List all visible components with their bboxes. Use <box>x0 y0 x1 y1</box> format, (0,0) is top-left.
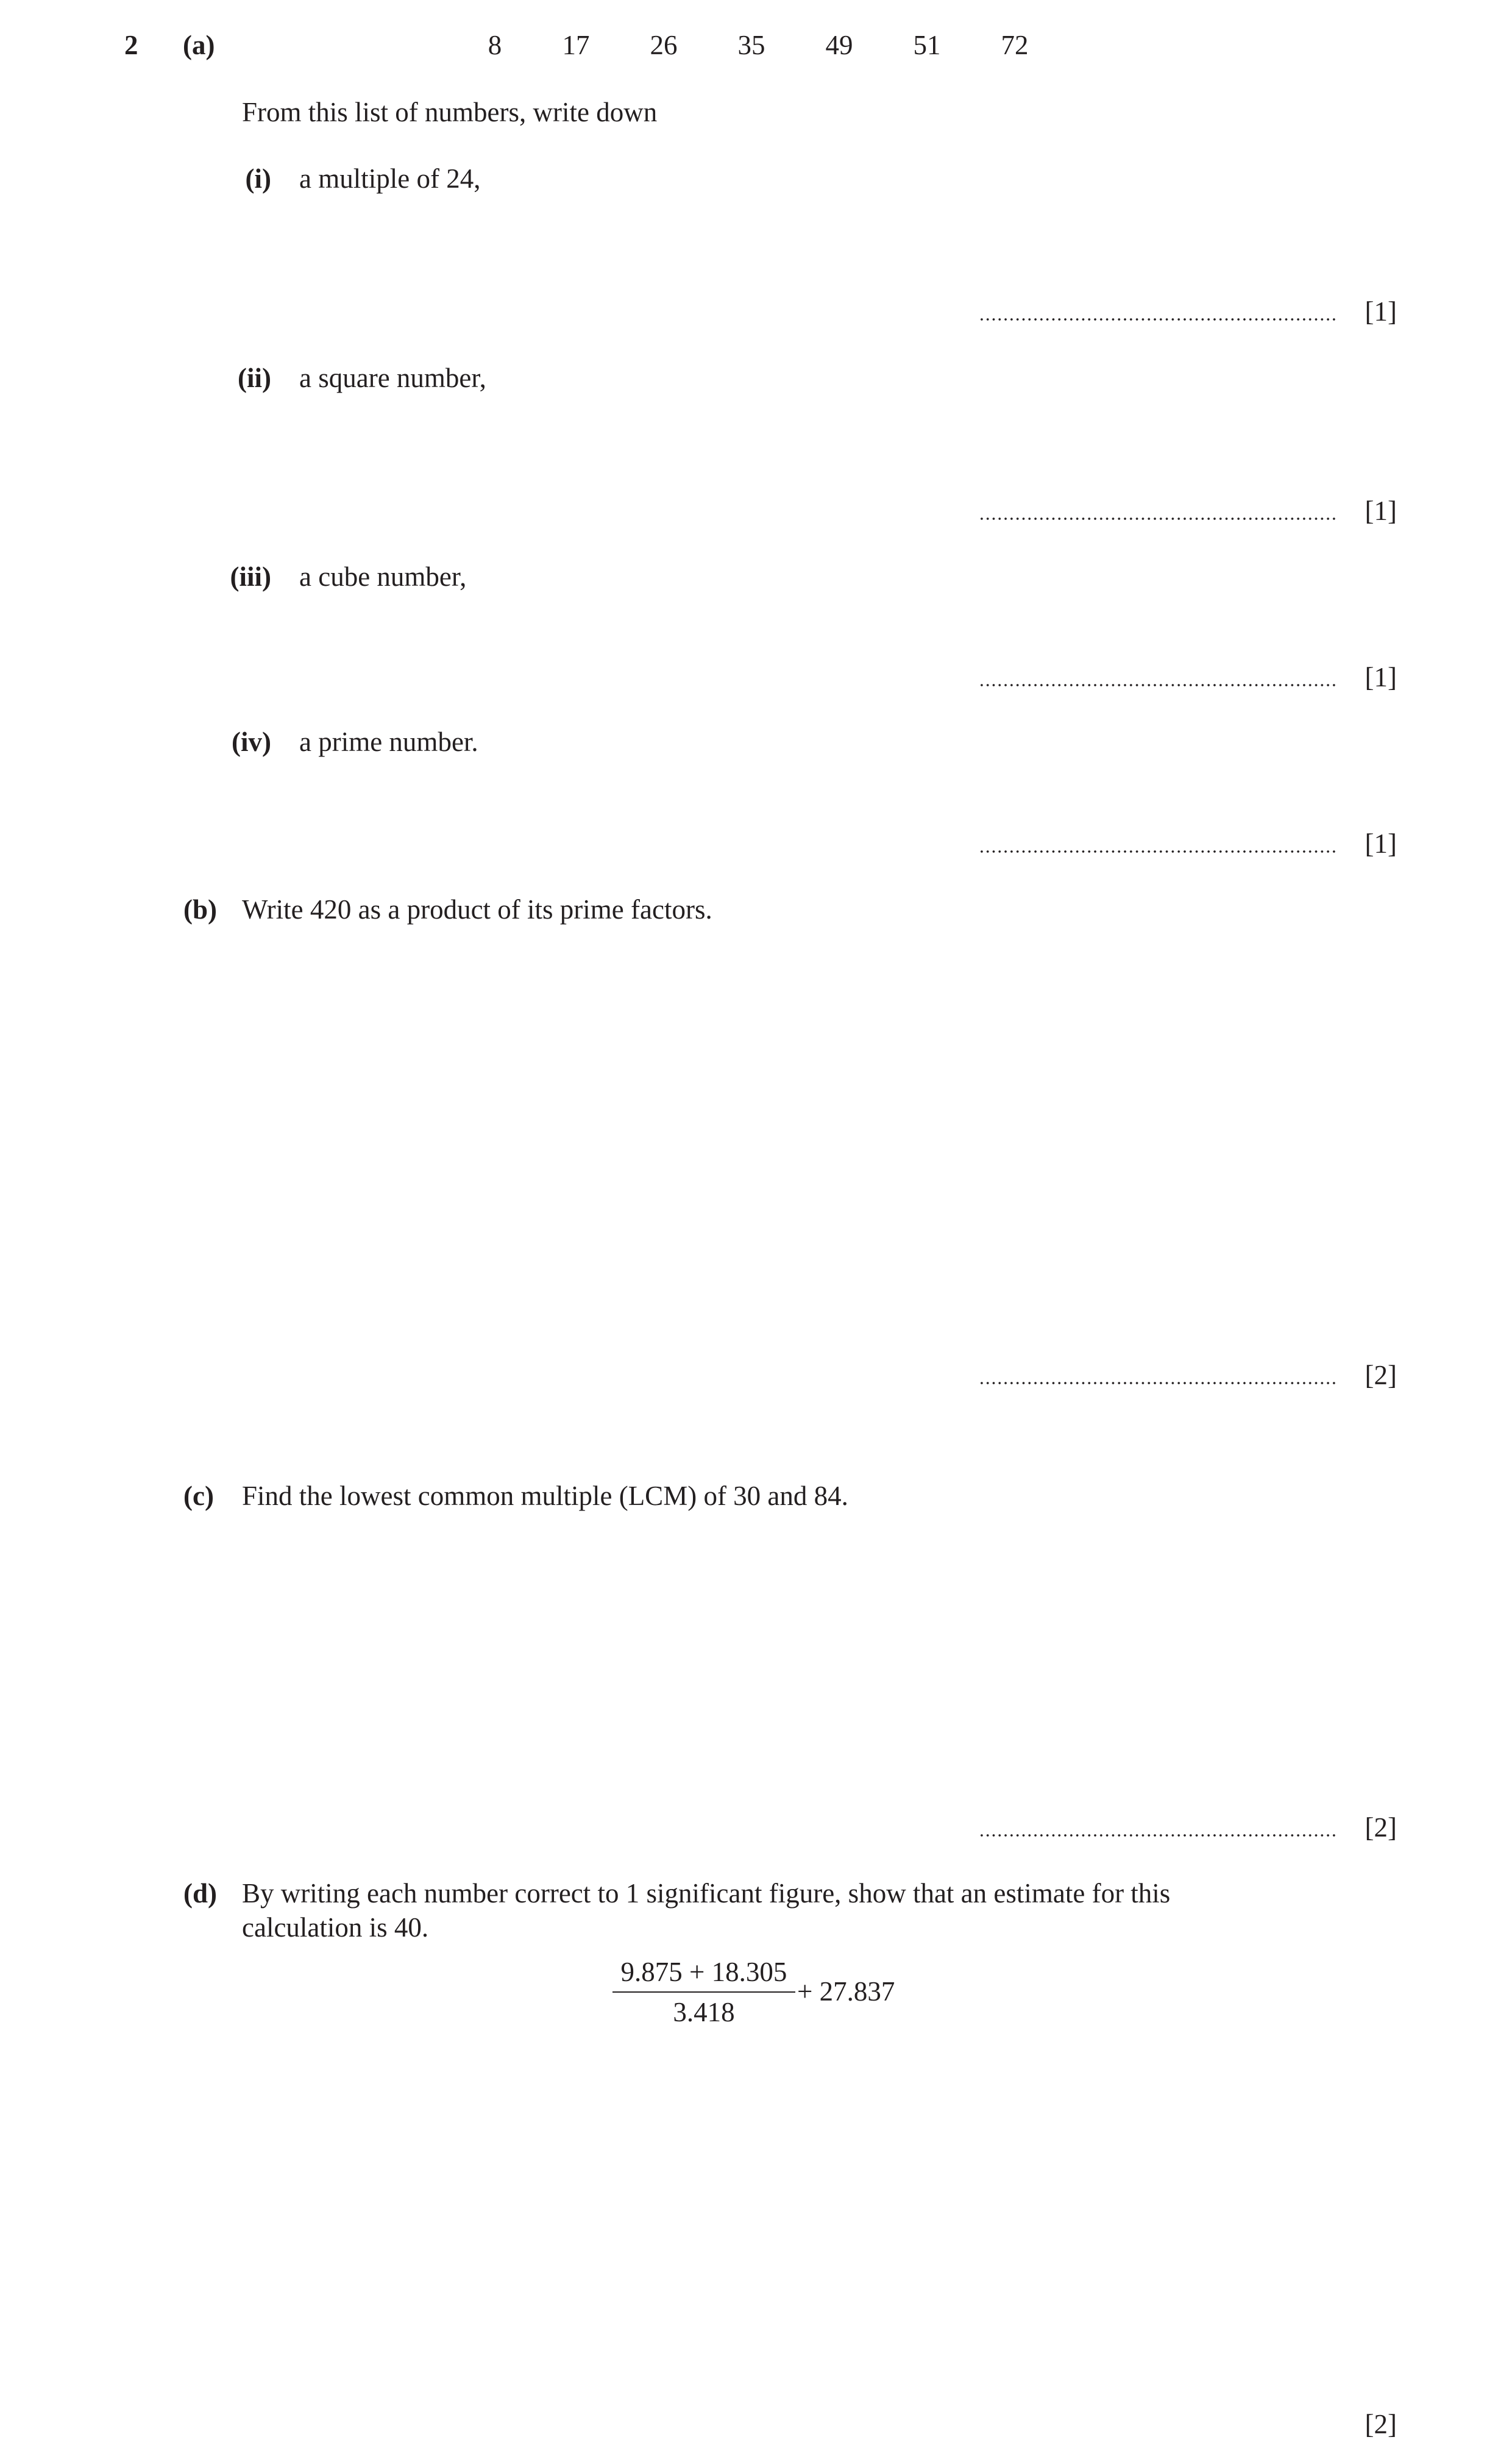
marks-iii: [1] <box>1365 662 1397 692</box>
subpart-text-iii: a cube number, <box>299 561 467 592</box>
answer-line-ii[interactable] <box>979 517 1337 521</box>
marks-iv: [1] <box>1365 828 1397 859</box>
subpart-text-ii: a square number, <box>299 363 486 393</box>
list-number: 8 <box>488 30 502 60</box>
marks-b: [2] <box>1365 1360 1397 1390</box>
subpart-label-iii: (iii) <box>230 561 271 592</box>
part-a-label: (a) <box>183 30 215 60</box>
part-b-text: Write 420 as a product of its prime factors. <box>242 894 712 925</box>
answer-line-iii[interactable] <box>979 683 1337 687</box>
part-d-text-line2: calculation is 40. <box>242 1912 429 1943</box>
subpart-text-i: a multiple of 24, <box>299 163 481 194</box>
marks-d: [2] <box>1365 2409 1397 2439</box>
marks-ii: [1] <box>1365 496 1397 526</box>
part-c-text: Find the lowest common multiple (LCM) of 30 and 84. <box>242 1481 848 1511</box>
subpart-label-i: (i) <box>245 163 271 194</box>
part-b-label: (b) <box>183 894 217 925</box>
list-number: 49 <box>825 30 853 60</box>
expression-fraction <box>612 1959 795 2026</box>
list-number: 17 <box>562 30 590 60</box>
marks-i: [1] <box>1365 296 1397 327</box>
part-d-label: (d) <box>183 1878 217 1909</box>
list-number: 51 <box>913 30 941 60</box>
question-number: 2 <box>124 30 138 60</box>
expression-addend: + 27.837 <box>797 1976 895 2007</box>
answer-line-i[interactable] <box>979 318 1337 321</box>
fraction-numerator: 9.875 + 18.305 <box>620 1957 787 1987</box>
subpart-label-ii: (ii) <box>238 363 271 393</box>
part-a-stem: From this list of numbers, write down <box>242 97 658 127</box>
part-d-text-line1: By writing each number correct to 1 significant figure, show that an estimate for this <box>242 1878 1171 1909</box>
answer-line-b[interactable] <box>979 1381 1337 1385</box>
list-number: 26 <box>650 30 678 60</box>
answer-line-iv[interactable] <box>979 850 1337 853</box>
list-number: 35 <box>737 30 765 60</box>
subpart-label-iv: (iv) <box>232 727 271 757</box>
part-c-label: (c) <box>183 1481 214 1511</box>
subpart-text-iv: a prime number. <box>299 727 478 757</box>
fraction-denominator: 3.418 <box>673 1997 735 2027</box>
fraction-bar <box>612 1991 795 1993</box>
list-number: 72 <box>1001 30 1029 60</box>
answer-line-c[interactable] <box>979 1834 1337 1837</box>
marks-c: [2] <box>1365 1812 1397 1843</box>
